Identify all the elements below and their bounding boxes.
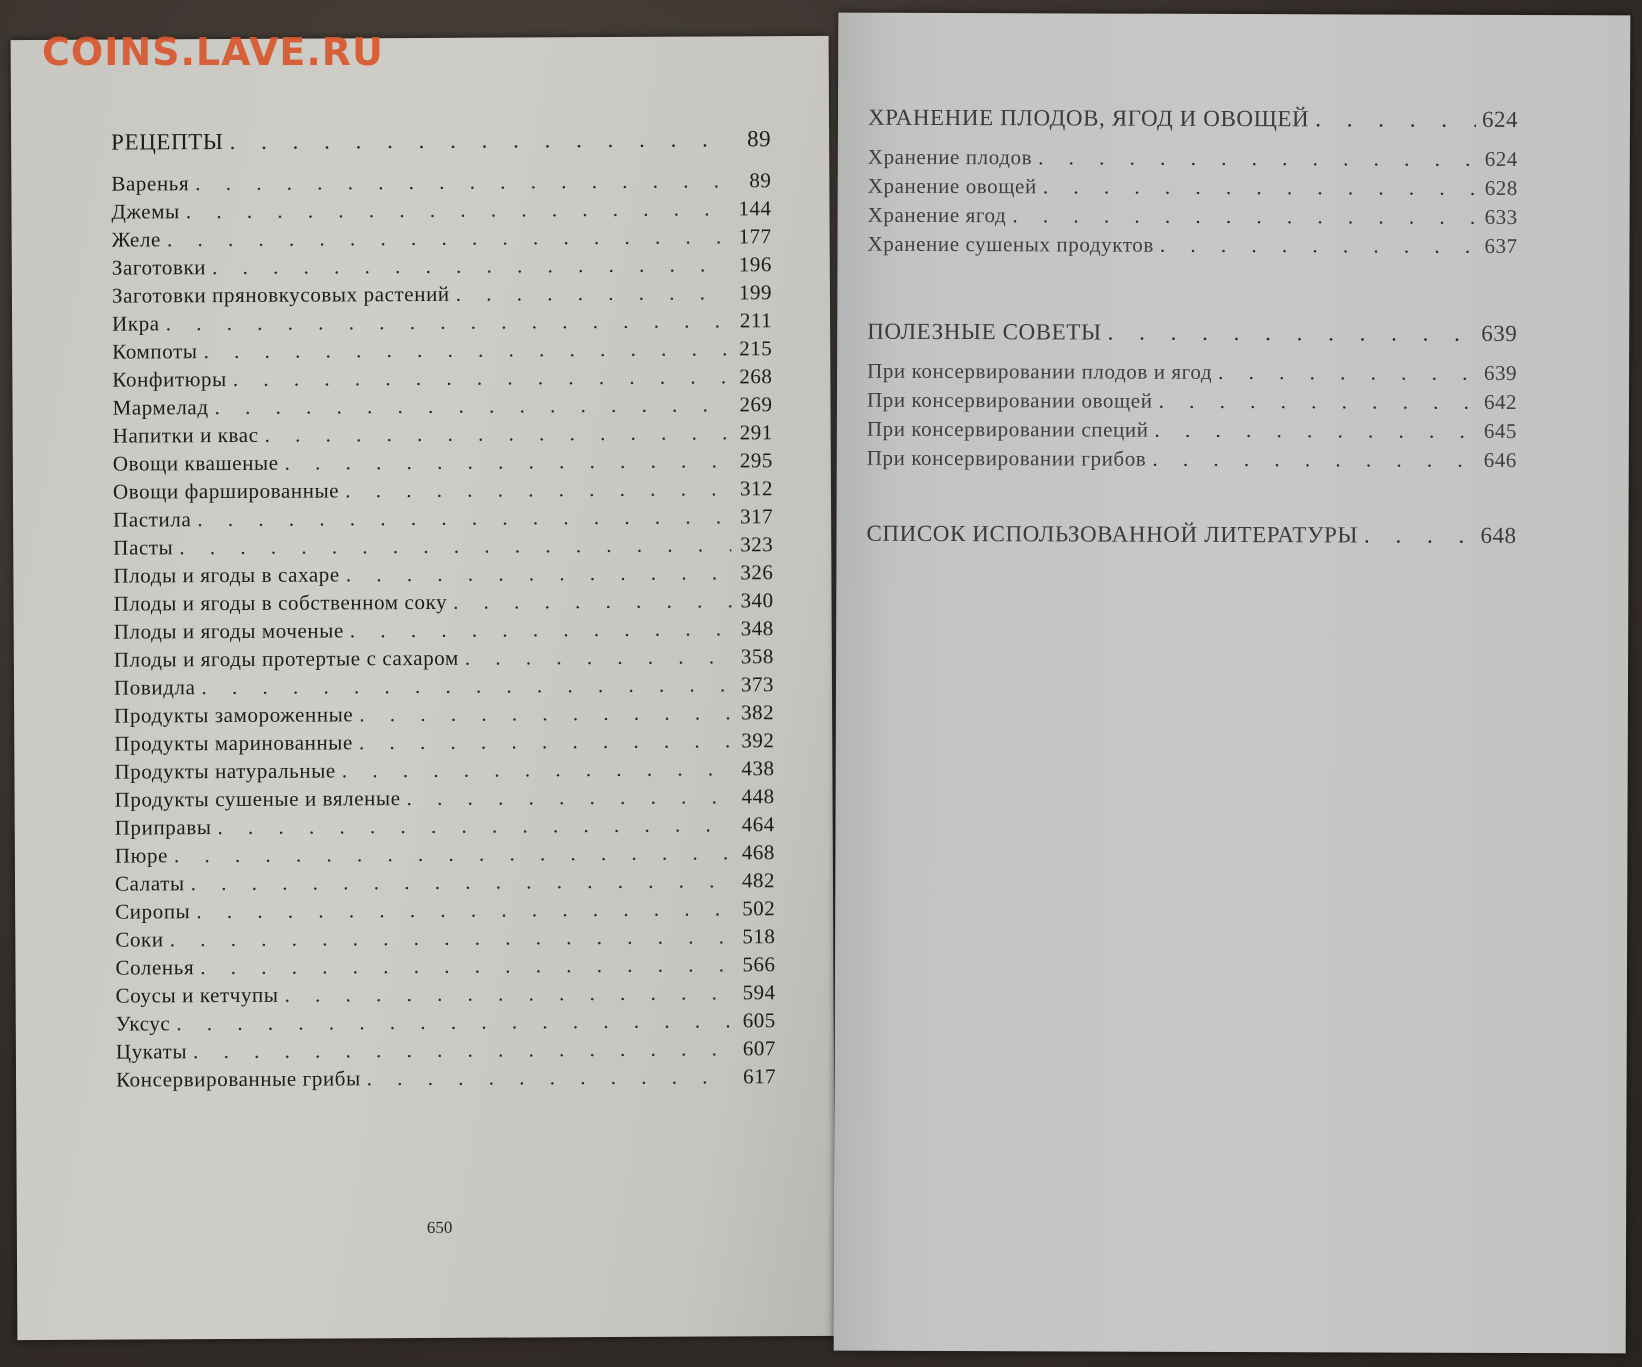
toc-heading — [868, 105, 1518, 133]
toc-entry-title: Соки — [115, 927, 164, 952]
dot-leader — [1364, 522, 1475, 548]
toc-entry-title: Уксус — [115, 1011, 171, 1036]
toc-heading-recipes — [111, 126, 771, 155]
dot-leader — [176, 1008, 734, 1036]
toc-entry-page: 144 — [738, 196, 772, 221]
toc-entry-page: 326 — [740, 560, 774, 585]
toc-entry-title: Овощи квашеные — [112, 450, 279, 476]
toc-entry — [867, 232, 1517, 259]
toc-entry-page: 648 — [1480, 522, 1517, 548]
toc-entry-title: При консервировании плодов и ягод — [867, 358, 1213, 384]
toc-entry-page: 340 — [740, 588, 774, 613]
toc-entry-title: Компоты — [112, 339, 198, 364]
toc-entry — [113, 532, 773, 560]
dot-leader — [193, 1036, 734, 1064]
toc-entry-title: Плоды и ягоды моченые — [113, 618, 344, 644]
toc-entry-title: ХРАНЕНИЕ ПЛОДОВ, ЯГОД И ОВОЩЕЙ — [867, 104, 1310, 132]
dot-leader — [179, 532, 731, 560]
toc-entry-title: Напитки и квас — [112, 422, 259, 448]
toc-entry-title: Сиропы — [115, 899, 191, 924]
dot-leader — [170, 924, 734, 952]
dot-leader — [453, 588, 732, 614]
toc-entry-page: 196 — [738, 252, 772, 277]
toc-entry-title: Заготовки пряновкусовых растений — [111, 281, 450, 308]
dot-leader — [1012, 203, 1475, 230]
toc-entry-title: Плоды и ягоды в сахаре — [113, 562, 340, 588]
toc-entry-title: Хранение плодов — [867, 144, 1033, 170]
toc-entry-title: Плоды и ягоды в собственном соку — [113, 589, 448, 616]
toc-entry — [112, 308, 772, 336]
dot-leader — [1218, 360, 1475, 386]
dot-leader — [229, 126, 729, 155]
toc-entry-title: Консервированные грибы — [115, 1066, 361, 1092]
toc-entry-title: ПОЛЕЗНЫЕ СОВЕТЫ — [867, 318, 1102, 345]
toc-entry — [114, 756, 774, 784]
toc-entry — [114, 672, 774, 700]
toc-entry-title: Соленья — [115, 955, 195, 980]
toc-entry-page: 438 — [741, 756, 775, 781]
toc-entry-page: 199 — [738, 280, 772, 305]
dot-leader — [197, 504, 731, 532]
toc-entry — [867, 388, 1517, 415]
toc-entry — [115, 868, 775, 896]
dot-leader — [367, 1064, 734, 1091]
toc-entry — [113, 476, 773, 504]
toc-entry — [111, 168, 771, 196]
toc-entry-title: Салаты — [114, 871, 185, 896]
toc-entry-title: СПИСОК ИСПОЛЬЗОВАННОЙ ЛИТЕРАТУРЫ — [866, 520, 1359, 548]
toc-entry — [113, 448, 773, 476]
toc-entry-title: Повидла — [113, 675, 196, 700]
toc-heading-title: РЕЦЕПТЫ — [111, 129, 224, 155]
toc-entry-title: Джемы — [111, 199, 180, 224]
toc-entry — [867, 446, 1517, 473]
toc-entry — [116, 980, 776, 1008]
toc-entry-page: 637 — [1484, 233, 1518, 258]
toc-entry — [113, 588, 773, 616]
toc-entry-page: 628 — [1484, 175, 1518, 200]
toc-entry-title: Хранение овощей — [867, 173, 1037, 199]
toc-entry-page: 269 — [739, 392, 773, 417]
toc-entry — [115, 896, 775, 924]
toc-entry — [116, 1008, 776, 1036]
toc-entry — [868, 145, 1518, 172]
toc-entry-page: 645 — [1483, 418, 1517, 443]
toc-entry — [112, 364, 772, 392]
dot-leader — [196, 896, 733, 924]
toc-entry-title: Цукаты — [115, 1039, 188, 1064]
toc-entry-page: 617 — [742, 1064, 777, 1089]
toc-entry — [112, 336, 772, 364]
toc-entry-title: При консервировании овощей — [866, 387, 1153, 413]
toc-entry-page: 392 — [741, 728, 775, 753]
dot-leader — [191, 868, 733, 896]
left-page — [11, 36, 836, 1340]
toc-entry-page: 358 — [740, 644, 774, 669]
toc-entry-page: 295 — [739, 448, 773, 473]
dot-leader — [345, 476, 731, 503]
dot-leader — [456, 280, 730, 306]
toc-entry-page: 323 — [740, 532, 774, 557]
toc-entry — [112, 392, 772, 420]
toc-entry — [113, 560, 773, 588]
toc-entry-page: 312 — [739, 476, 774, 501]
toc-entry-page: 518 — [742, 924, 776, 949]
toc-entry-title: Продукты замороженные — [114, 702, 354, 728]
toc-entry — [115, 812, 775, 840]
toc-entry — [114, 700, 774, 728]
dot-leader — [174, 840, 733, 868]
toc-entry-title: Пасты — [113, 535, 174, 560]
toc-entry — [867, 359, 1517, 386]
dot-leader — [215, 392, 731, 420]
toc-entry-title: Заготовки — [111, 255, 207, 280]
toc-entry — [111, 196, 771, 224]
toc-entry-page: 502 — [742, 896, 776, 921]
dot-leader — [350, 616, 732, 643]
toc-entry-page: 624 — [1481, 106, 1519, 132]
dot-leader — [407, 784, 733, 811]
toc-entry-title: Плоды и ягоды протертые с сахаром — [113, 645, 459, 672]
toc-entry — [114, 728, 774, 756]
toc-entry — [116, 1064, 776, 1092]
toc-entry-title: Мармелад — [112, 395, 209, 420]
toc-entry-page: 594 — [742, 980, 776, 1005]
dot-leader — [167, 224, 730, 252]
dot-leader — [200, 952, 733, 980]
toc-entry-title: При консервировании специй — [866, 416, 1149, 442]
toc-entry-title: Продукты маринованные — [114, 730, 353, 756]
dot-leader — [359, 728, 733, 755]
toc-entry-page: 607 — [742, 1036, 776, 1061]
toc-entry — [114, 644, 774, 672]
toc-entry — [113, 504, 773, 532]
dot-leader — [1160, 233, 1476, 259]
dot-leader — [346, 560, 732, 587]
dot-leader — [265, 420, 731, 447]
dot-leader — [465, 644, 732, 670]
dot-leader — [1108, 320, 1476, 347]
toc-entry-page: 605 — [742, 1008, 776, 1033]
toc-entry-title: Продукты сушеные и вяленые — [114, 786, 401, 812]
toc-entry — [115, 784, 775, 812]
dot-leader — [1152, 447, 1475, 473]
page-number: 650 — [426, 1217, 453, 1237]
toc-entry — [868, 203, 1518, 230]
toc-entry-page: 468 — [741, 840, 775, 865]
toc-entry-page: 482 — [741, 868, 776, 893]
toc-entry — [112, 224, 772, 252]
toc-entry — [115, 952, 775, 980]
dot-leader — [201, 672, 732, 700]
toc-entry-title: Хранение ягод — [867, 202, 1007, 228]
toc-entry-page: 624 — [1484, 146, 1518, 171]
toc-entry-page: 382 — [741, 700, 775, 725]
toc-entry — [112, 280, 772, 308]
dot-leader — [285, 980, 734, 1007]
toc-entry — [112, 252, 772, 280]
toc-entry-title: Икра — [112, 311, 160, 336]
watermark: COINS.LAVE.RU — [42, 30, 384, 74]
toc-entry — [114, 616, 774, 644]
dot-leader — [1159, 389, 1475, 415]
toc-entry-page: 291 — [739, 420, 773, 445]
toc-heading-page: 89 — [747, 126, 772, 152]
dot-leader — [285, 448, 731, 475]
toc-entry — [113, 420, 773, 448]
toc-entry-page: 211 — [739, 308, 773, 333]
toc-entry-page: 639 — [1484, 360, 1518, 385]
toc-entry-title: Пастила — [113, 507, 192, 532]
dot-leader — [359, 700, 732, 727]
toc-entry-page: 464 — [741, 812, 775, 837]
dot-leader — [217, 812, 732, 840]
toc-entry-page: 633 — [1484, 204, 1518, 229]
dot-leader — [186, 196, 730, 224]
toc-entry-title: Желе — [111, 227, 161, 252]
toc-heading — [867, 319, 1517, 347]
toc-entry-title: Продукты натуральные — [114, 758, 336, 784]
dot-leader — [1155, 418, 1475, 444]
toc-entry-page: 215 — [739, 336, 773, 361]
toc-entry-page: 89 — [749, 168, 772, 193]
toc-entry — [115, 924, 775, 952]
toc-entry-title: Пюре — [114, 843, 169, 868]
dot-leader — [1315, 106, 1476, 133]
toc-entry-page: 348 — [740, 616, 774, 641]
toc-entry — [115, 840, 775, 868]
dot-leader — [195, 168, 729, 196]
toc-entry — [868, 174, 1518, 201]
toc-entry-title: Овощи фаршированные — [112, 478, 340, 504]
toc-entry-page: 317 — [740, 504, 774, 529]
toc-entry-title: Конфитюры — [112, 367, 227, 392]
toc-entry-page: 639 — [1481, 320, 1518, 346]
toc-entry-title: Соусы и кетчупы — [115, 982, 279, 1008]
toc-entry-title: При консервировании грибов — [866, 445, 1147, 471]
toc-entry — [116, 1036, 776, 1064]
dot-leader — [233, 364, 731, 392]
toc-entry-title: Варенья — [111, 171, 190, 196]
toc-entry-page: 268 — [739, 364, 773, 389]
toc-entry — [867, 417, 1517, 444]
toc-entry-page: 642 — [1483, 389, 1518, 414]
toc-entry-page: 646 — [1483, 447, 1517, 472]
toc-heading — [866, 521, 1516, 549]
dot-leader — [203, 336, 730, 364]
toc-entry-title: Хранение сушеных продуктов — [867, 231, 1154, 257]
toc-entry-page: 177 — [738, 224, 772, 249]
dot-leader — [166, 308, 731, 336]
toc-entry-page: 566 — [742, 952, 776, 977]
dot-leader — [342, 756, 733, 783]
dot-leader — [1038, 145, 1476, 172]
toc-entry-page: 448 — [741, 784, 775, 809]
toc-entry-title: Приправы — [114, 815, 212, 840]
toc-entry-page: 373 — [740, 672, 775, 697]
dot-leader — [1043, 174, 1476, 201]
right-page — [834, 13, 1631, 1354]
dot-leader — [212, 252, 730, 280]
